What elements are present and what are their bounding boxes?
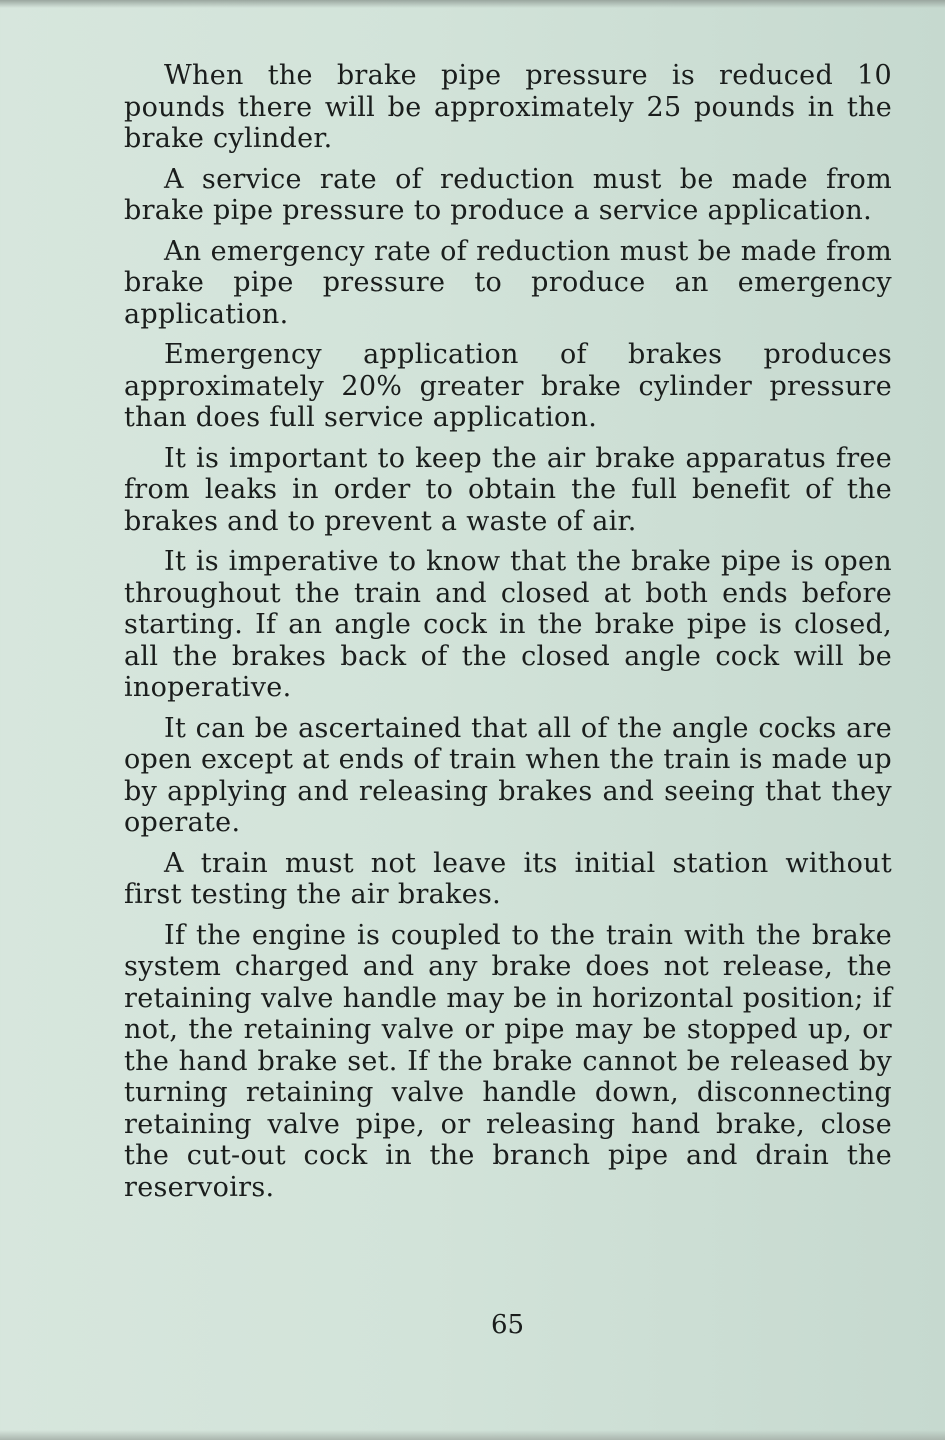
paragraph-retaining-valve: If the engine is coupled to the train with the brake system charged and any brake does not release, the retaining valve handle may be in horizontal position; if not, the retaining valve or pipe may be stopped up, or the hand brake set. If the brake cannot be released by turning retaining valve handle down, disconnecting retaining valve pipe, or releasing hand brake, close the cut-out cock in the branch pipe and drain the reservoirs.	[124, 919, 892, 1203]
paragraph-emergency-pressure: Emergency application of brakes produces approximately 20% greater brake cylinder pressure than does full service application.	[124, 339, 892, 433]
paragraph-angle-cocks: It can be ascertained that all of the angle cocks are open except at ends of train when the train is made up by applying and releasing brakes and seeing that they operate.	[124, 712, 892, 838]
paragraph-brake-pressure: When the brake pipe pressure is reduced 10 pounds there will be approximately 25 pounds in the brake cylinder.	[124, 60, 892, 154]
paragraph-service-reduction: A service rate of reduction must be made from brake pipe pressure to produce a service application.	[124, 163, 892, 226]
body-text	[124, 60, 892, 1212]
paragraph-emergency-reduction: An emergency rate of reduction must be made from brake pipe pressure to produce an emergency application.	[124, 235, 892, 330]
paragraph-testing: A train must not leave its initial station without first testing the air brakes.	[124, 847, 892, 910]
paragraph-leaks: It is important to keep the air brake apparatus free from leaks in order to obtain the full benefit of the brakes and to prevent a waste of air.	[124, 442, 892, 537]
page-bottom-edge	[0, 1430, 945, 1440]
page-number: 65	[490, 1310, 525, 1340]
paragraph-brake-pipe-open: It is imperative to know that the brake pipe is open throughout the train and closed at both ends before starting. If an angle cock in the brake pipe is closed, all the brakes back of the closed angle cock will be inoperative.	[124, 546, 892, 703]
page-top-edge	[0, 0, 945, 8]
